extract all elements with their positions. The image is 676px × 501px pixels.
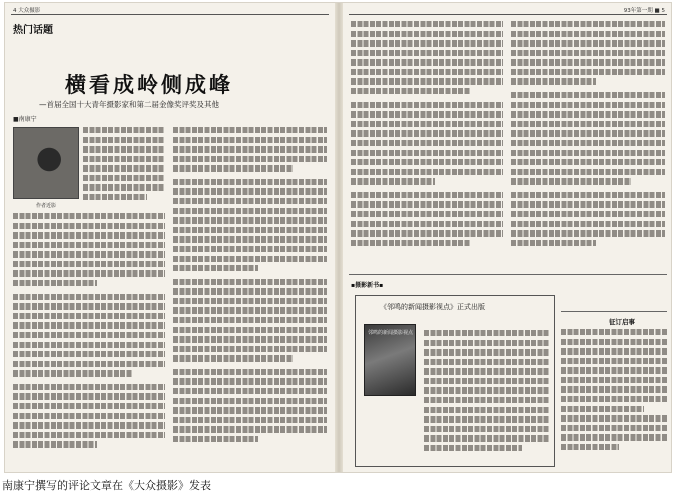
- header-rule: [11, 14, 329, 15]
- text-column-3: [351, 21, 503, 269]
- page-gutter: [335, 3, 343, 473]
- book-cover-title: 邻鸣的新闻摄影视点: [368, 330, 414, 336]
- sidebar-text: [561, 329, 667, 461]
- book-announcement-text: [424, 330, 550, 462]
- text-column-1b: [13, 213, 165, 469]
- left-page: [5, 3, 335, 473]
- author-photo: [13, 127, 79, 199]
- sidebar-title: 征订启事: [609, 318, 635, 326]
- header-rule: [349, 14, 667, 15]
- book-announcement-box: [355, 295, 555, 467]
- book-announcement-title: 《邻鸣的新闻摄影视点》正式出版: [380, 303, 485, 311]
- running-head-left: 4 大众摄影: [13, 8, 41, 14]
- ad-section-label: ▪摄影新书▪: [351, 282, 384, 289]
- text-column-4: [511, 21, 665, 269]
- text-column-1a: [83, 127, 165, 209]
- right-page: [343, 3, 672, 473]
- article-headline: 横看成岭侧成峰: [65, 72, 233, 97]
- article-subtitle: —首届全国十大青年摄影家和第二届金像奖评奖及其他: [39, 100, 219, 109]
- book-cover-image: [364, 324, 416, 396]
- text-column-2: [173, 127, 327, 469]
- running-head-right: 93年第一期 ■ 5: [623, 8, 665, 14]
- section-divider: [349, 274, 667, 275]
- sidebar-rule: [561, 311, 667, 312]
- section-title: 热门话题: [13, 25, 53, 36]
- image-caption: 南康宁撰写的评论文章在《大众摄影》发表: [2, 479, 211, 492]
- article-byline: ■南康宁: [13, 116, 37, 123]
- photo-caption: 作者近影: [35, 203, 56, 209]
- magazine-scan: [4, 2, 672, 473]
